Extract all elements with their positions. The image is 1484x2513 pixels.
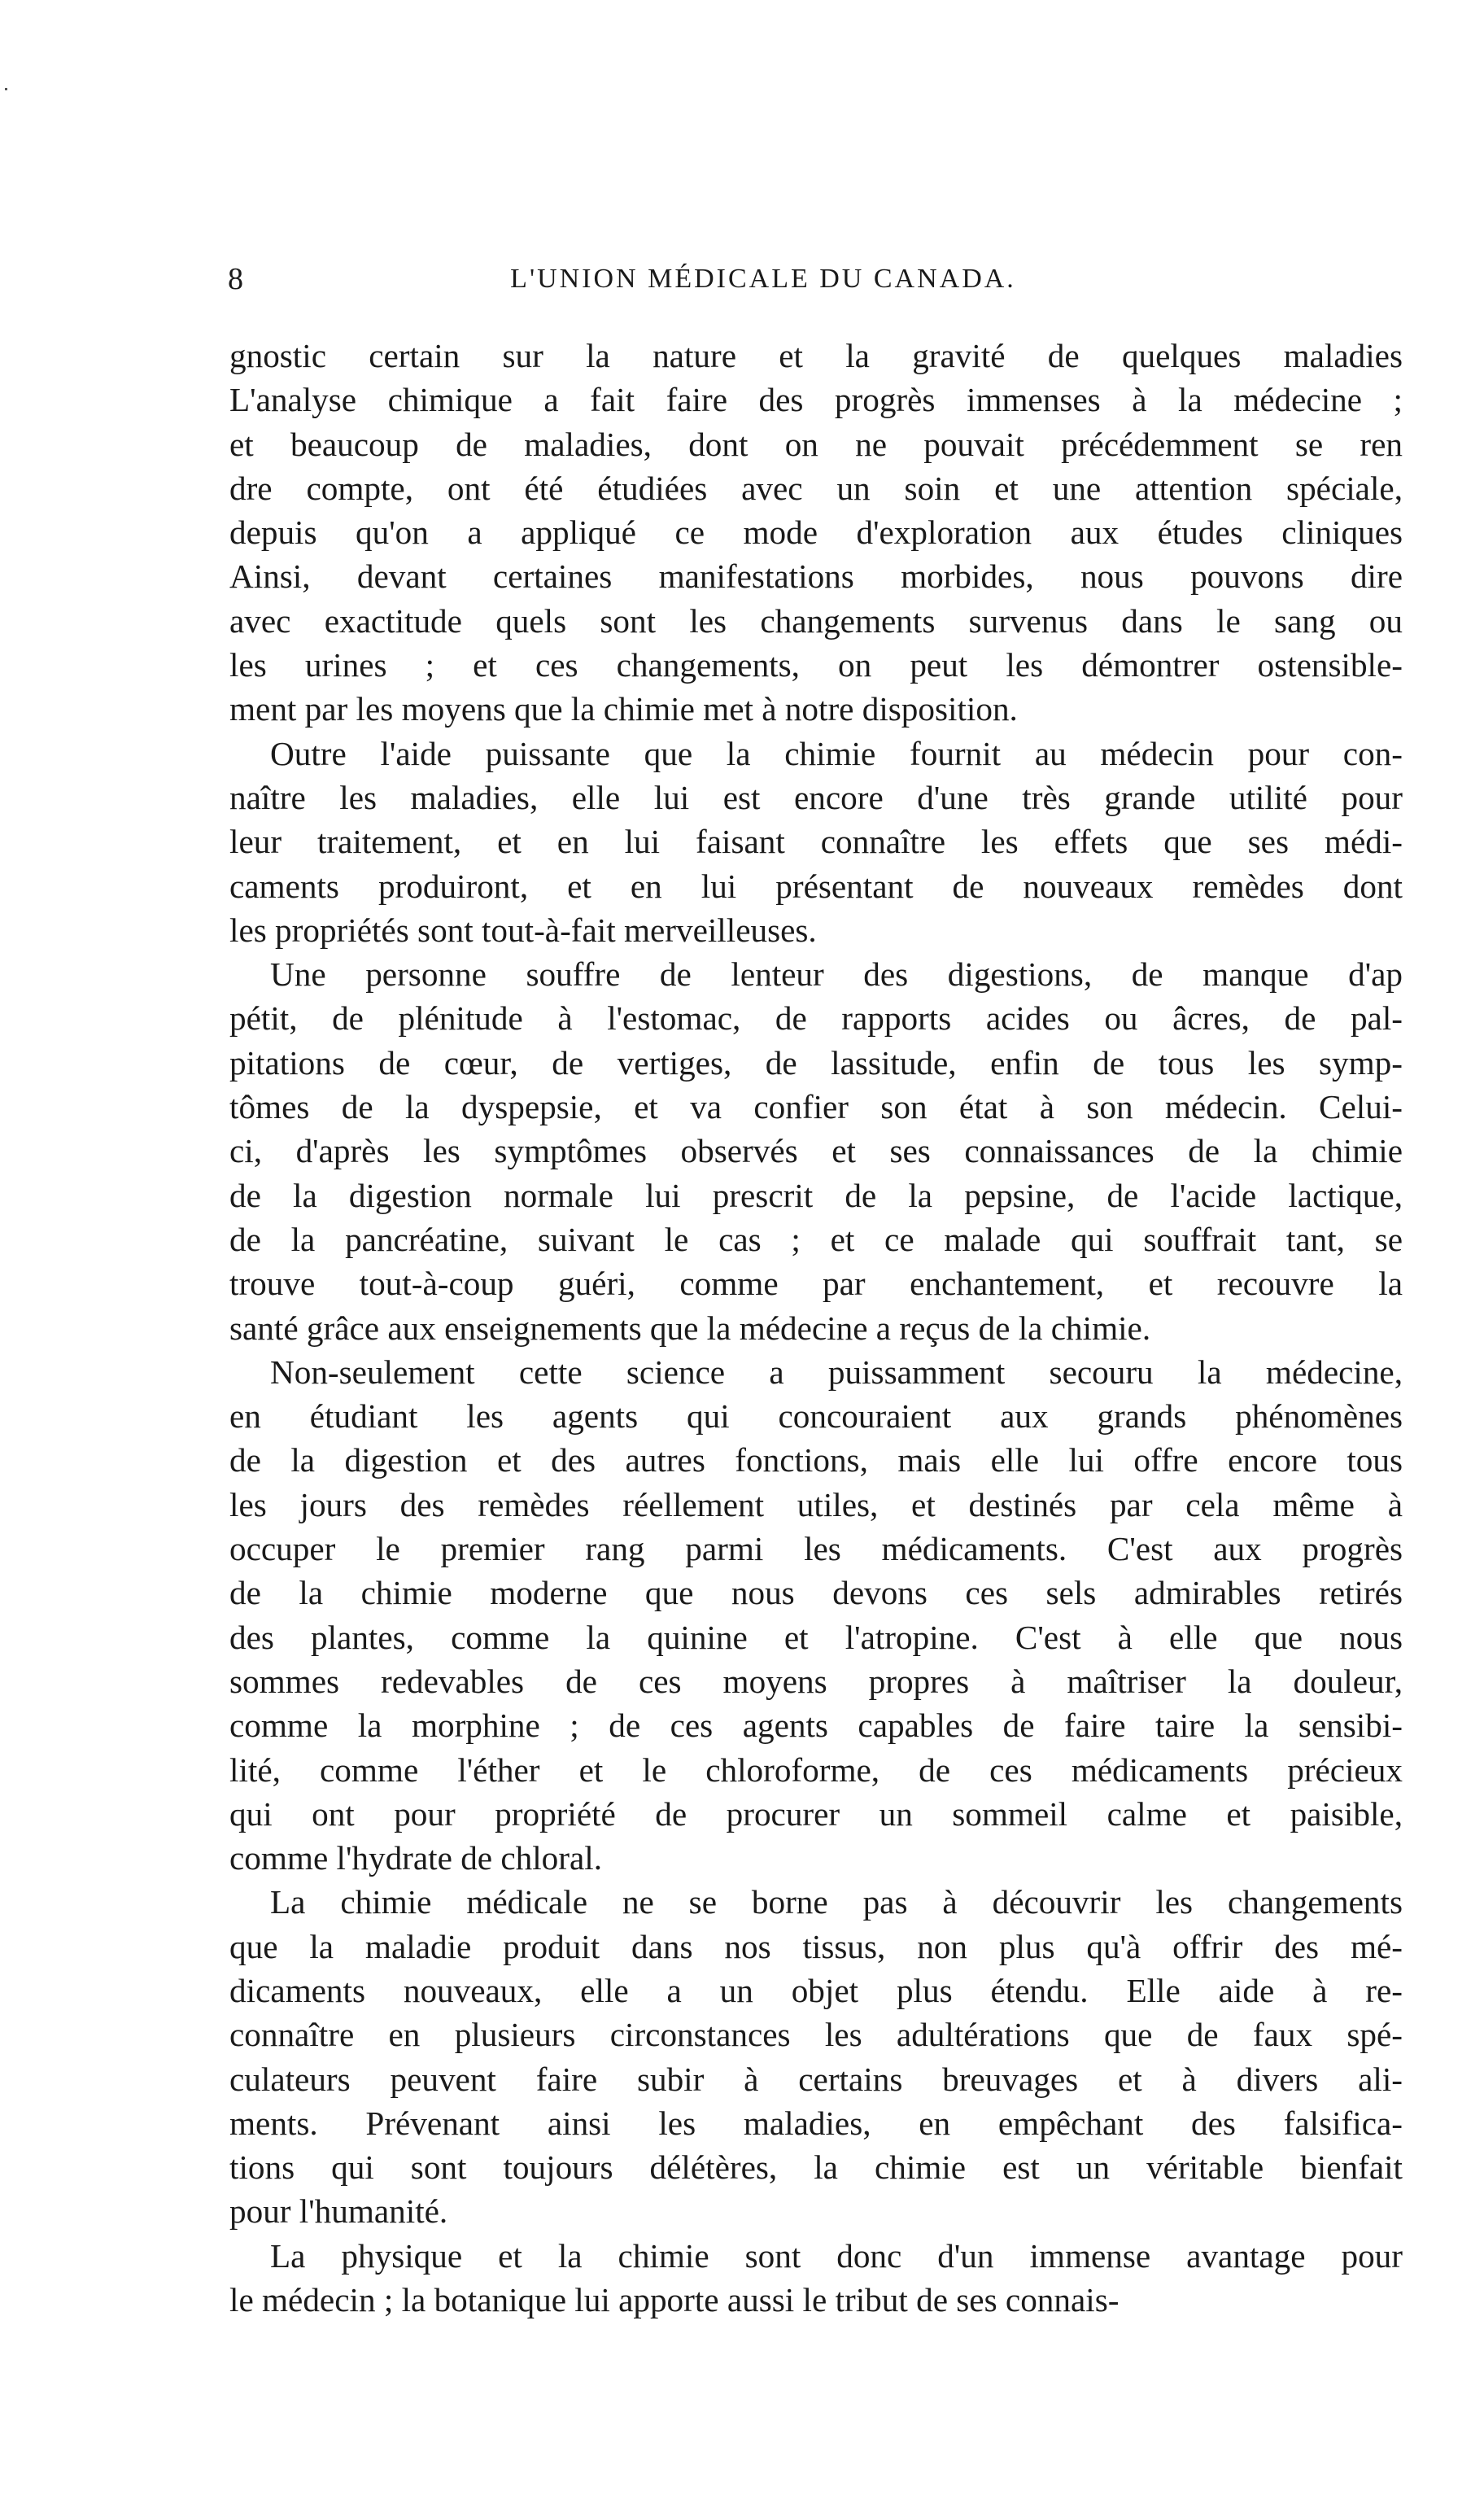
text-line: ments. Prévenant ainsi les maladies, en empêchant des falsifica-: [229, 2104, 1403, 2142]
text-line: Outre l'aide puissante que la chimie fournit au médecin pour con-: [270, 734, 1403, 772]
text-line: comme l'hydrate de chloral.: [229, 1839, 603, 1877]
paragraph: [229, 732, 1403, 952]
text-line: les urines ; et ces changements, on peut les démontrer ostensible-: [229, 646, 1403, 684]
text-line: des plantes, comme la quinine et l'atropine. C'est à elle que nous: [229, 1618, 1403, 1656]
text-line: lité, comme l'éther et le chloroforme, de ces médicaments précieux: [229, 1750, 1403, 1789]
text-line: tômes de la dyspepsie, et va confier son état à son médecin. Celui-: [229, 1088, 1403, 1126]
text-line: de la digestion normale lui prescrit de la pepsine, de l'acide lactique,: [229, 1176, 1403, 1214]
text-line: en étudiant les agents qui concouraient aux grands phénomènes: [229, 1397, 1403, 1436]
text-line: Ainsi, devant certaines manifestations morbides, nous pouvons dire: [229, 557, 1403, 596]
text-line: gnostic certain sur la nature et la gravité de quelques maladies: [229, 337, 1403, 374]
text-line: culateurs peuvent faire subir à certains breuvages et à divers ali-: [229, 2060, 1403, 2098]
body-text: [229, 334, 1403, 2322]
text-line: pour l'humanité.: [229, 2192, 448, 2231]
text-line: caments produiront, et en lui présentant de nouveaux remèdes dont: [229, 867, 1403, 905]
text-line: et beaucoup de maladies, dont on ne pouvait précédemment se ren: [229, 425, 1403, 463]
paragraph: [229, 2234, 1403, 2323]
text-line: pétit, de plénitude à l'estomac, de rapports acides ou âcres, de pal-: [229, 999, 1403, 1038]
text-line: L'analyse chimique a fait faire des progrès immenses à la médecine ;: [229, 381, 1403, 419]
text-line: qui ont pour propriété de procurer un sommeil calme et paisible,: [229, 1794, 1403, 1833]
text-line: occuper le premier rang parmi les médicaments. C'est aux progrès: [229, 1530, 1403, 1568]
text-line: dre compte, ont été étudiées avec un soin et une attention spéciale,: [229, 469, 1403, 507]
text-line: leur traitement, et en lui faisant connaître les effets que ses médi-: [229, 823, 1403, 861]
text-line: Non-seulement cette science a puissamment secouru la médecine,: [270, 1353, 1403, 1391]
stray-ink-mark: [5, 88, 7, 90]
text-line: trouve tout-à-coup guéri, comme par enchantement, et recouvre la: [229, 1265, 1403, 1303]
text-line: que la maladie produit dans nos tissus, non plus qu'à offrir des mé-: [229, 1927, 1403, 1965]
text-line: La chimie médicale ne se borne pas à découvrir les changements: [270, 1883, 1403, 1921]
page-header: [228, 259, 1250, 299]
text-line: les jours des remèdes réellement utiles, et destinés par cela même à: [229, 1485, 1403, 1523]
text-line: de la pancréatine, suivant le cas ; et ce malade qui souffrait tant, se: [229, 1220, 1403, 1258]
text-line: le médecin ; la botanique lui apporte aussi le tribut de ses connais-: [229, 2281, 1120, 2319]
text-line: comme la morphine ; de ces agents capables de faire taire la sensibi-: [229, 1707, 1403, 1745]
text-line: ment par les moyens que la chimie met à notre disposition.: [229, 690, 1018, 728]
text-line: ci, d'après les symptômes observés et ses connaissances de la chimie: [229, 1132, 1403, 1170]
text-line: avec exactitude quels sont les changements survenus dans le sang ou: [229, 601, 1403, 640]
text-line: depuis qu'on a appliqué ce mode d'exploration aux études cliniques: [229, 514, 1403, 552]
text-line: pitations de cœur, de vertiges, de lassitude, enfin de tous les symp-: [229, 1043, 1403, 1082]
paragraph: [229, 952, 1403, 1350]
text-line: La physique et la chimie sont donc d'un immense avantage pour: [270, 2236, 1403, 2275]
paragraph: [229, 334, 1403, 732]
running-title: L'UNION MÉDICALE DU CANADA.: [510, 264, 1016, 294]
text-line: de la chimie moderne que nous devons ces sels admirables retirés: [229, 1574, 1403, 1612]
page-number: 8: [228, 262, 243, 296]
text-line: dicaments nouveaux, elle a un objet plus étendu. Elle aide à re-: [229, 1971, 1403, 2009]
text-line: Une personne souffre de lenteur des digestions, de manque d'ap: [270, 955, 1403, 994]
paragraph: [229, 1350, 1403, 1881]
text-line: connaître en plusieurs circonstances les adultérations que de faux spé-: [229, 2016, 1403, 2054]
text-line: naître les maladies, elle lui est encore d'une très grande utilité pour: [229, 778, 1403, 816]
text-line: de la digestion et des autres fonctions, mais elle lui offre encore tous: [229, 1441, 1403, 1479]
text-line: santé grâce aux enseignements que la médecine a reçus de la chimie.: [229, 1309, 1151, 1347]
text-line: les propriétés sont tout-à-fait merveilleuses.: [229, 911, 817, 949]
paragraph: [229, 1880, 1403, 2233]
text-line: tions qui sont toujours délétères, la chimie est un véritable bienfait: [229, 2148, 1403, 2187]
text-line: sommes redevables de ces moyens propres à maîtriser la douleur,: [229, 1662, 1403, 1700]
